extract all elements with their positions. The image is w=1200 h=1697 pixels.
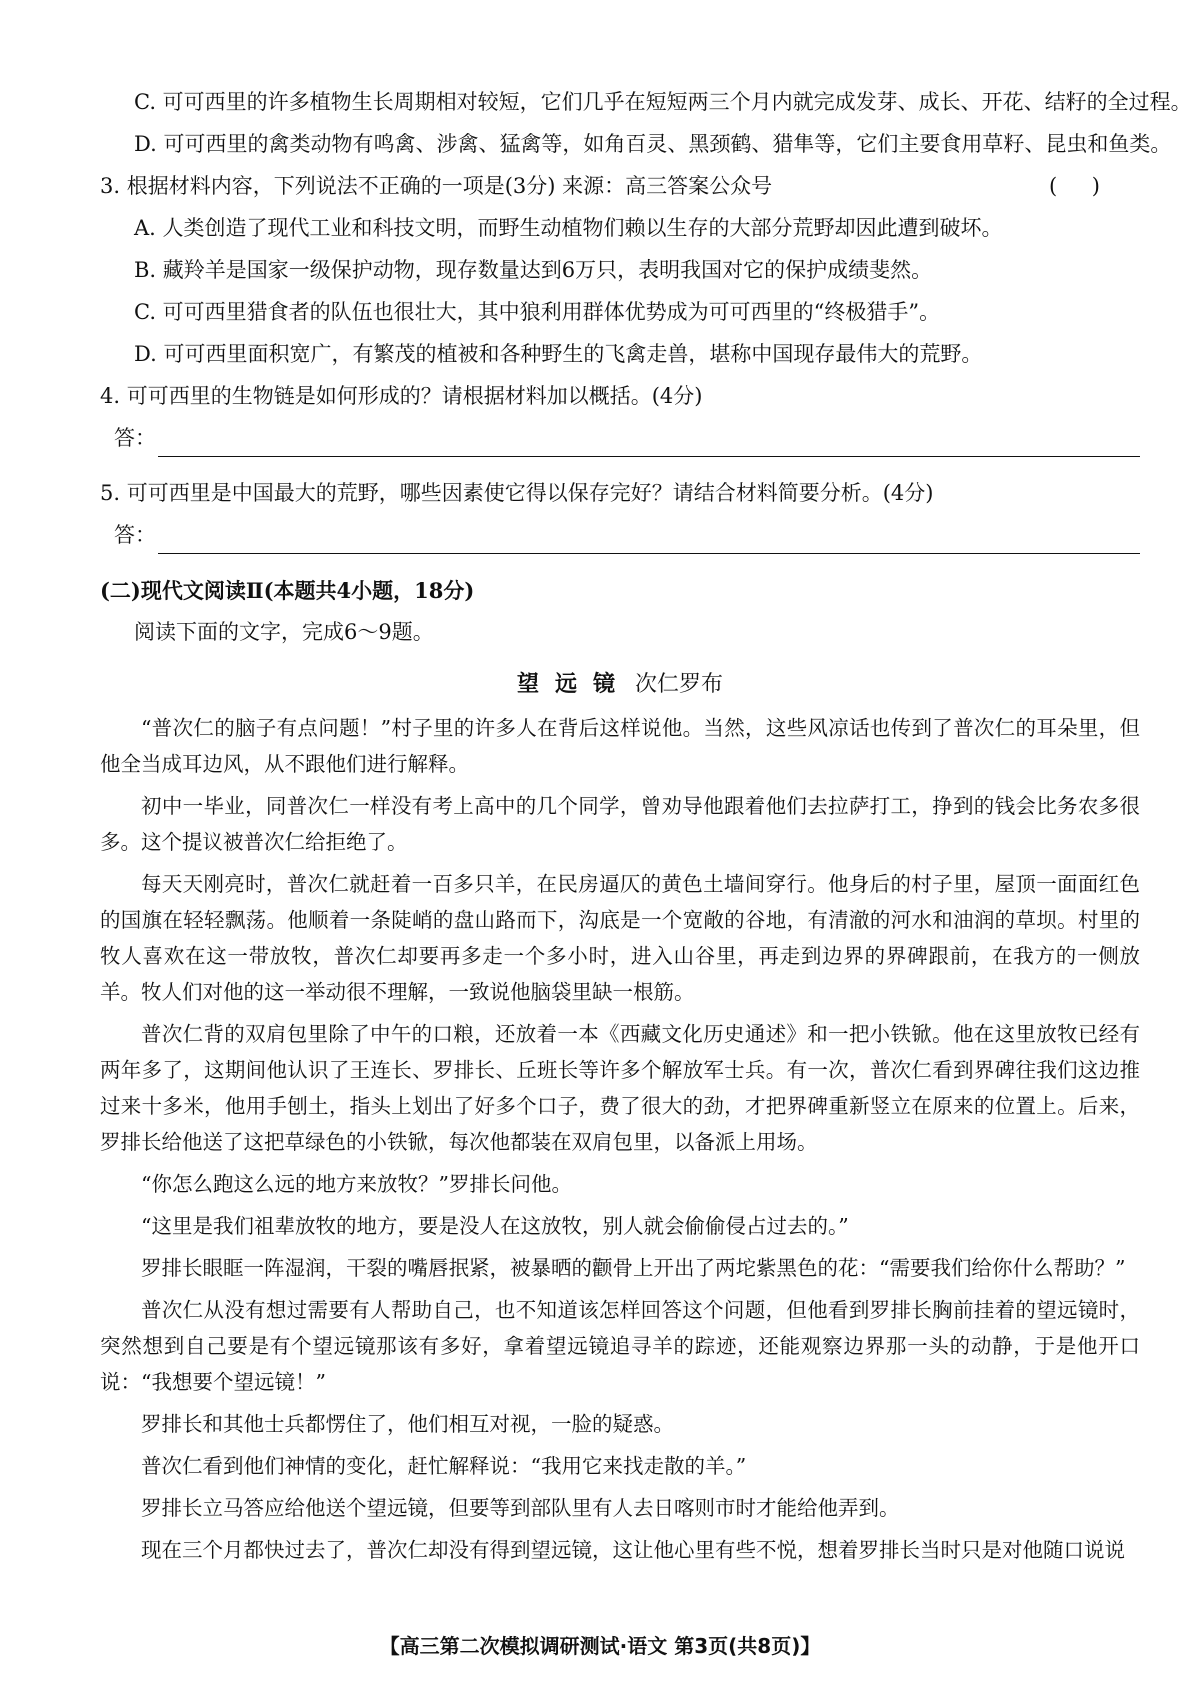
paragraph: 现在三个月都快过去了，普次仁却没有得到望远镜，这让他心里有些不悦，想着罗排长当时只是对他随口说说 — [141, 1538, 1125, 1562]
paragraph: “这里是我们祖辈放牧的地方，要是没人在这放牧，别人就会偷偷侵占过去的。” — [141, 1214, 849, 1238]
answer-rule — [158, 527, 1140, 554]
question-4-answer-line — [100, 420, 1140, 457]
exam-page — [100, 84, 1192, 1574]
answer-rule — [158, 430, 1140, 457]
question-4-stem: 4. 可可西里的生物链是如何形成的？请根据材料加以概括。(4分) — [100, 384, 703, 408]
paragraph: 初中一毕业，同普次仁一样没有考上高中的几个同学，曾劝导他跟着他们去拉萨打工，挣到的钱会比务农多很多。这个提议被普次仁给拒绝了。 — [100, 794, 1140, 854]
section-heading: (二)现代文阅读Ⅱ(本题共4小题，18分) — [100, 578, 475, 603]
paragraph: 普次仁从没有想过需要有人帮助自己，也不知道该怎样回答这个问题，但他看到罗排长胸前挂着的望远镜时，突然想到自己要是有个望远镜那该有多好，拿着望远镜追寻羊的踪迹，还能观察边界那一头的动静，于是他开口说：“我想要个望远镜！” — [100, 1298, 1140, 1394]
option-q3-c: C. 可可西里猎食者的队伍也很壮大，其中狼利用群体优势成为可可西里的“终极猎手”。 — [134, 300, 941, 324]
option-q3-b: B. 藏羚羊是国家一级保护动物，现存数量达到6万只，表明我国对它的保护成绩斐然。 — [134, 258, 933, 282]
paragraph: 每天天刚亮时，普次仁就赶着一百多只羊，在民房逼仄的黄色土墙间穿行。他身后的村子里，屋顶一面面红色的国旗在轻轻飘荡。他顺着一条陡峭的盘山路而下，沟底是一个宽敞的谷地，有清澈的河水和油润的草坝。村里的牧人喜欢在这一带放牧，普次仁却要再多走一个多小时，进入山谷里，再走到边界的界碑跟前，在我方的一侧放羊。牧人们对他的这一举动很不理解，一致说他脑袋里缺一根筋。 — [100, 872, 1140, 1004]
question-5-answer-line — [100, 517, 1140, 554]
story-title — [100, 667, 1140, 698]
paragraph: 罗排长立马答应给他送个望远镜，但要等到部队里有人去日喀则市时才能给他弄到。 — [141, 1496, 900, 1520]
option-q2-c: C. 可可西里的许多植物生长周期相对较短，它们几乎在短短两三个月内就完成发芽、成长、开花、结籽的全过程。 — [134, 90, 1192, 114]
question-3 — [100, 168, 1140, 205]
story-body — [100, 710, 1140, 1568]
answer-label: 答： — [114, 426, 156, 450]
story-title-text: 望远镜 — [516, 671, 631, 697]
paragraph: 普次仁看到他们神情的变化，赶忙解释说：“我用它来找走散的羊。” — [141, 1454, 747, 1478]
question-5-stem: 5. 可可西里是中国最大的荒野，哪些因素使它得以保存完好？请结合材料简要分析。(4分) — [100, 481, 934, 505]
paragraph: “普次仁的脑子有点问题！”村子里的许多人在背后这样说他。当然，这些风凉话也传到了普次仁的耳朵里，但他全当成耳边风，从不跟他们进行解释。 — [100, 716, 1140, 776]
paragraph: “你怎么跑这么远的地方来放牧？”罗排长问他。 — [141, 1172, 572, 1196]
option-q2-d: D. 可可西里的禽类动物有鸣禽、涉禽、猛禽等，如角百灵、黑颈鹤、猎隼等，它们主要食用草籽、昆虫和鱼类。 — [134, 132, 1172, 156]
section-instruction: 阅读下面的文字，完成6～9题。 — [134, 620, 434, 644]
story-author: 次仁罗布 — [635, 672, 724, 697]
option-q3-d: D. 可可西里面积宽广，有繁茂的植被和各种野生的飞禽走兽，堪称中国现存最伟大的荒野。 — [134, 342, 983, 366]
answer-parentheses: ( ) — [1048, 174, 1114, 198]
answer-label: 答： — [114, 523, 156, 547]
paragraph: 罗排长眼眶一阵湿润，干裂的嘴唇抿紧，被暴晒的颧骨上开出了两坨紫黑色的花：“需要我们给你什么帮助？” — [141, 1256, 1126, 1280]
paragraph: 罗排长和其他士兵都愣住了，他们相互对视，一脸的疑惑。 — [141, 1412, 674, 1436]
page-footer: 【高三第二次模拟调研测试·语文 第3页(共8页)】 — [379, 1634, 821, 1658]
question-3-stem: 3. 根据材料内容，下列说法不正确的一项是(3分) 来源：高三答案公众号 — [100, 174, 773, 198]
option-q3-a: A. 人类创造了现代工业和科技文明，而野生动植物们赖以生存的大部分荒野却因此遭到破坏。 — [134, 216, 1003, 240]
paragraph: 普次仁背的双肩包里除了中午的口粮，还放着一本《西藏文化历史通述》和一把小铁锨。他在这里放牧已经有两年多了，这期间他认识了王连长、罗排长、丘班长等许多个解放军士兵。有一次，普次仁看到界碑往我们这边推过来十多米，他用手刨土，指头上划出了好多个口子，费了很大的劲，才把界碑重新竖立在原来的位置上。后来，罗排长给他送了这把草绿色的小铁锨，每次他都装在双肩包里，以备派上用场。 — [100, 1022, 1140, 1154]
